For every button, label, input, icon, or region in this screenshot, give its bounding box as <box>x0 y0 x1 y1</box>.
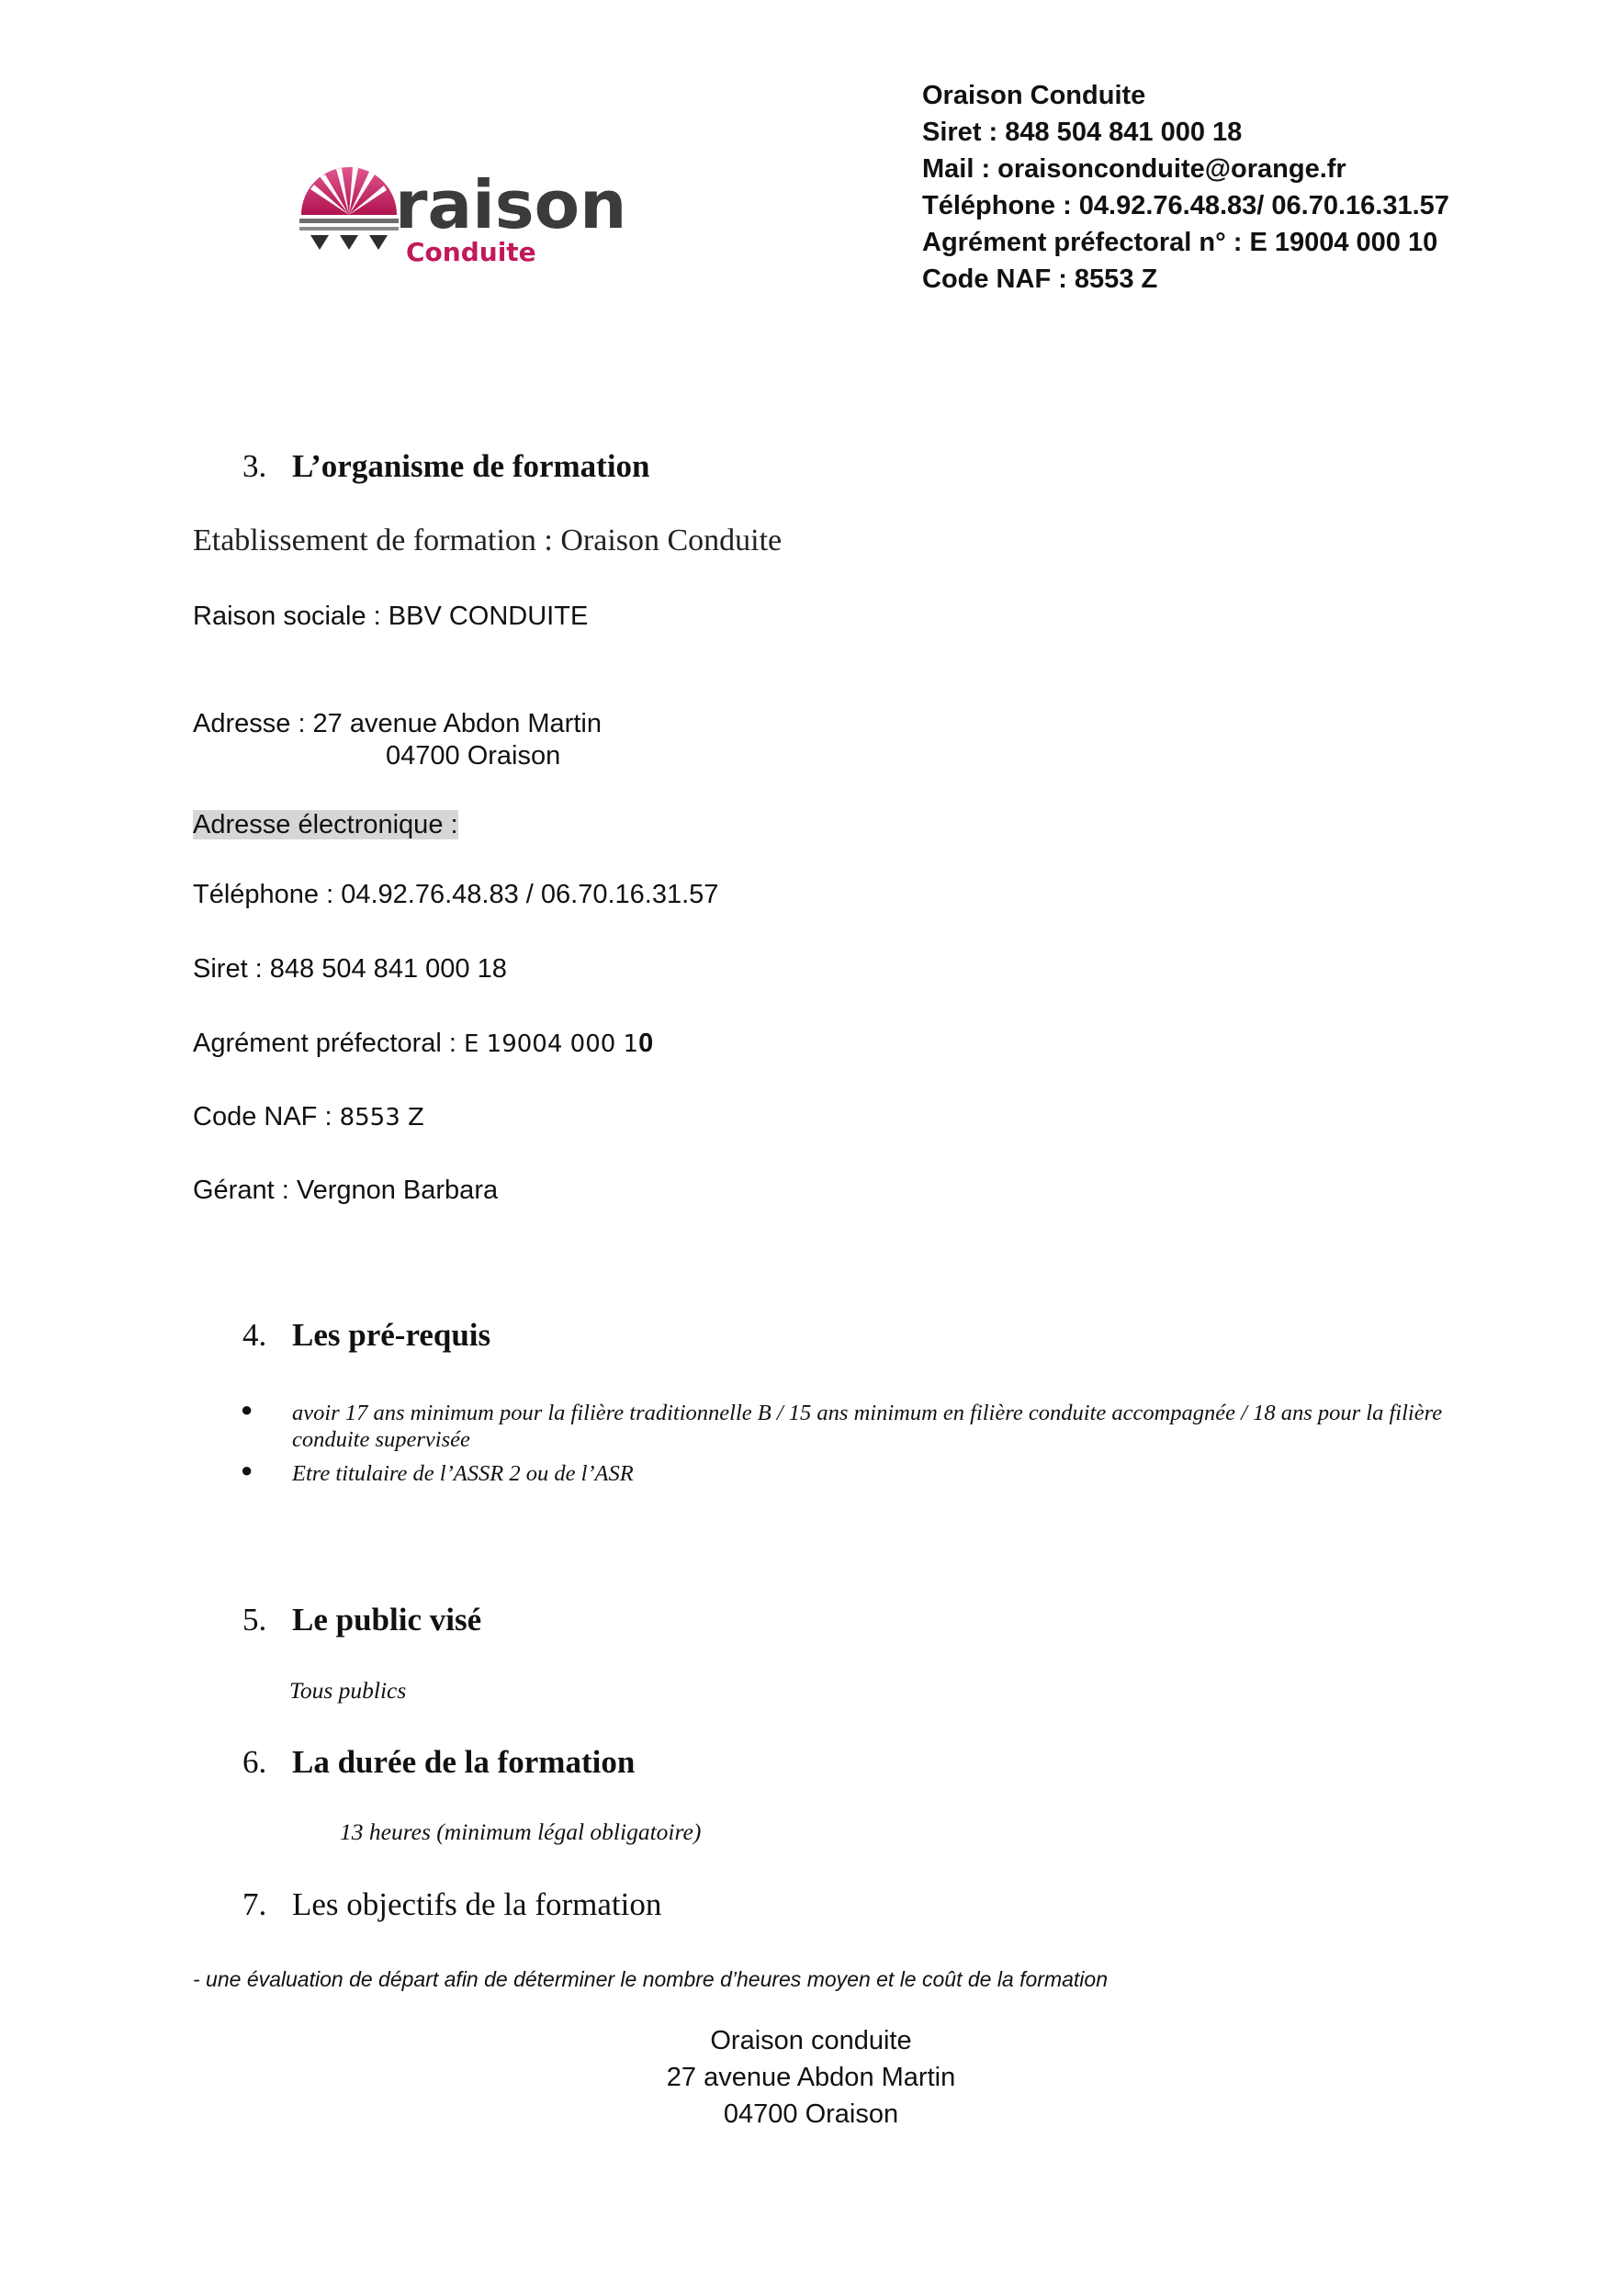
adresse-electronique-label: Adresse électronique : <box>193 810 458 839</box>
section-3-title: L’organisme de formation <box>292 448 650 484</box>
section-5-number: 5. <box>242 1602 267 1638</box>
prerequis-bullet-1: avoir 17 ans minimum pour la filière traditionnelle B / 15 ans minimum en filière conduite accompagnée / 18 ans pour la filière conduite supervisée <box>292 1401 1443 1452</box>
footer-line-3: 04700 Oraison <box>723 2099 899 2129</box>
duree-text: 13 heures (minimum légal obligatoire) <box>340 1818 702 1845</box>
section-6-number: 6. <box>242 1744 267 1780</box>
company-header-info <box>922 77 1449 298</box>
section-7-heading <box>242 1886 661 1923</box>
company-agrement: Agrément préfectoral n° : E 19004 000 10 <box>922 228 1438 257</box>
naf-value: 8553 Z <box>339 1104 424 1131</box>
objectifs-text: - une évaluation de départ afin de déterminer le nombre d’heures moyen et le coût de la formation <box>193 1967 1108 1991</box>
prerequis-bullet-2: Etre titulaire de l’ASSR 2 ou de l’ASR <box>292 1461 634 1486</box>
footer-line-1: Oraison conduite <box>710 2026 912 2055</box>
oraison-conduite-logo <box>292 158 641 268</box>
bullet-dot: ● <box>241 1398 253 1421</box>
section-3-number: 3. <box>242 448 267 484</box>
adresse-line-2: 04700 Oraison <box>386 741 561 771</box>
section-7-number: 7. <box>242 1886 267 1922</box>
logo-subtext: Conduite <box>406 237 536 267</box>
section-6-title: La durée de la formation <box>292 1744 636 1780</box>
public-vise-text: Tous publics <box>289 1677 407 1704</box>
company-phone: Téléphone : 04.92.76.48.83/ 06.70.16.31.57 <box>922 191 1449 220</box>
naf-label: Code NAF : <box>193 1102 340 1131</box>
section-3-heading <box>242 448 650 485</box>
agrement-line <box>193 1029 653 1059</box>
section-4-number: 4. <box>242 1317 267 1353</box>
logo-wordmark: raison <box>395 166 627 243</box>
section-4-heading <box>242 1317 490 1354</box>
section-4-title: Les pré-requis <box>292 1317 491 1353</box>
etablissement-line: Etablissement de formation : Oraison Conduite <box>193 523 783 557</box>
page-footer <box>0 2022 1622 2133</box>
gerant-line: Gérant : Vergnon Barbara <box>193 1176 499 1205</box>
section-6-heading <box>242 1744 635 1781</box>
siret-line: Siret : 848 504 841 000 18 <box>193 954 507 984</box>
agrement-value-bold: 0 <box>638 1029 654 1058</box>
company-naf: Code NAF : 8553 Z <box>922 264 1158 294</box>
adresse-electronique-line <box>193 810 458 840</box>
naf-line <box>193 1102 424 1132</box>
bullet-dot: ● <box>241 1458 253 1481</box>
company-name: Oraison Conduite <box>922 81 1146 110</box>
raison-sociale-line: Raison sociale : BBV CONDUITE <box>193 602 589 631</box>
adresse-line-1: Adresse : 27 avenue Abdon Martin <box>193 709 602 738</box>
agrement-label: Agrément préfectoral : <box>193 1029 464 1058</box>
company-mail: Mail : oraisonconduite@orange.fr <box>922 154 1346 184</box>
section-5-heading <box>242 1602 481 1638</box>
company-siret: Siret : 848 504 841 000 18 <box>922 118 1243 147</box>
telephone-line: Téléphone : 04.92.76.48.83 / 06.70.16.31.57 <box>193 880 719 909</box>
section-7-title: Les objectifs de la formation <box>292 1886 662 1922</box>
agrement-value: E 19004 000 1 <box>463 1030 639 1058</box>
section-5-title: Le public visé <box>292 1602 482 1638</box>
footer-line-2: 27 avenue Abdon Martin <box>666 2063 956 2092</box>
